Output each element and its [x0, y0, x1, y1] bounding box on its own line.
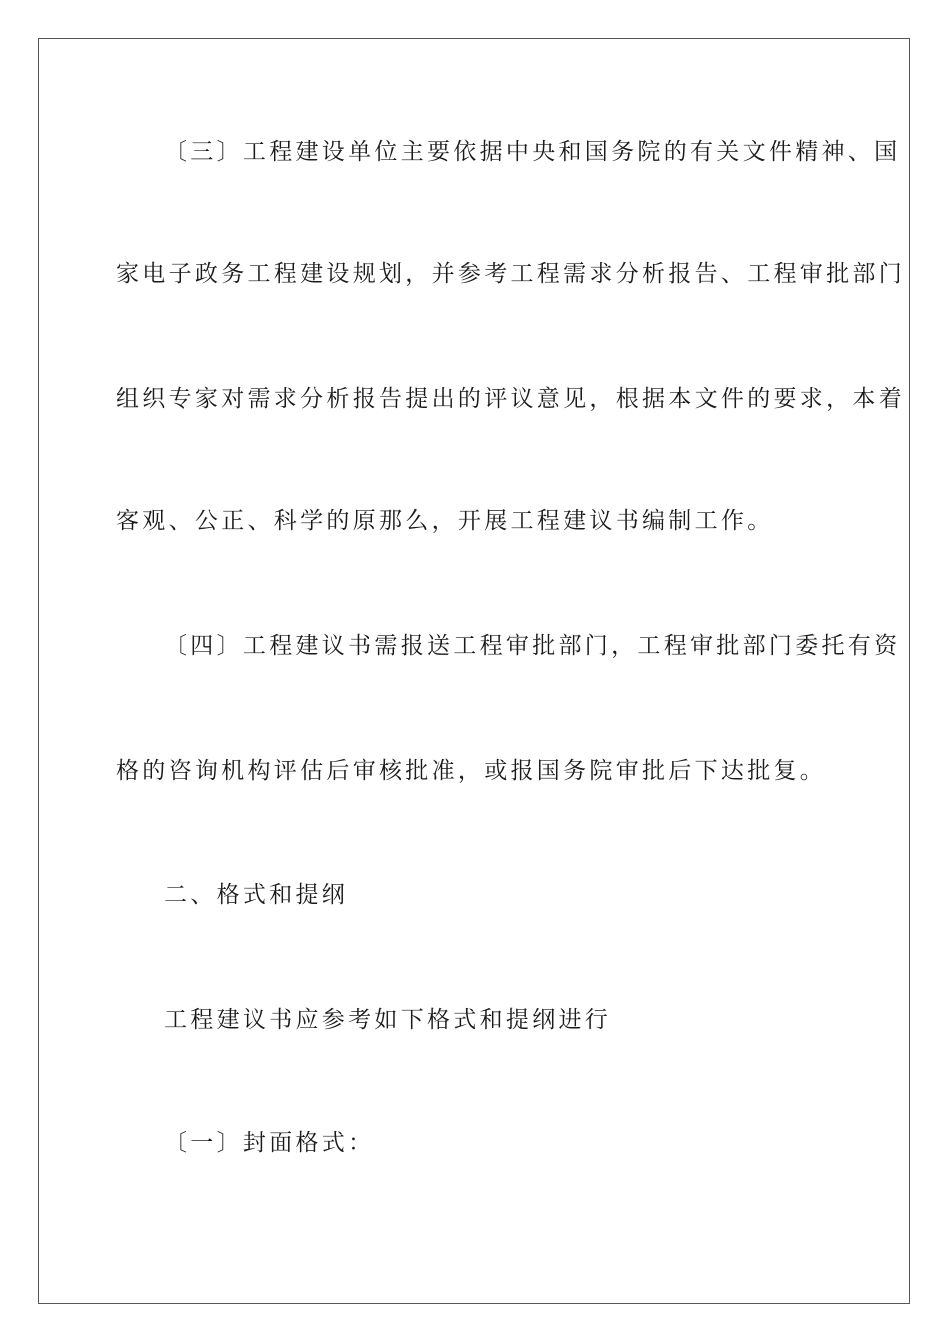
paragraph-3-line-1: 〔三〕工程建设单位主要依据中央和国务院的有关文件精神、国 — [164, 139, 901, 165]
paragraph-3-line-4: 客观、公正、科学的原那么，开展工程建议书编制工作。 — [116, 508, 774, 534]
cover-format-heading: 〔一〕封面格式： — [164, 1130, 375, 1156]
section-intro: 工程建议书应参考如下格式和提纲进行 — [164, 1007, 612, 1033]
paragraph-4-line-2: 格的咨询机构评估后审核批准，或报国务院审批后下达批复。 — [116, 758, 827, 784]
paragraph-3-line-2: 家电子政务工程建设规划，并参考工程需求分析报告、工程审批部门 — [116, 261, 905, 287]
page-border — [38, 38, 910, 1304]
paragraph-4-line-1: 〔四〕工程建议书需报送工程审批部门，工程审批部门委托有资 — [164, 633, 901, 659]
paragraph-3-line-3: 组织专家对需求分析报告提出的评议意见，根据本文件的要求，本着 — [116, 386, 905, 412]
section-heading: 二、格式和提纲 — [164, 882, 349, 908]
